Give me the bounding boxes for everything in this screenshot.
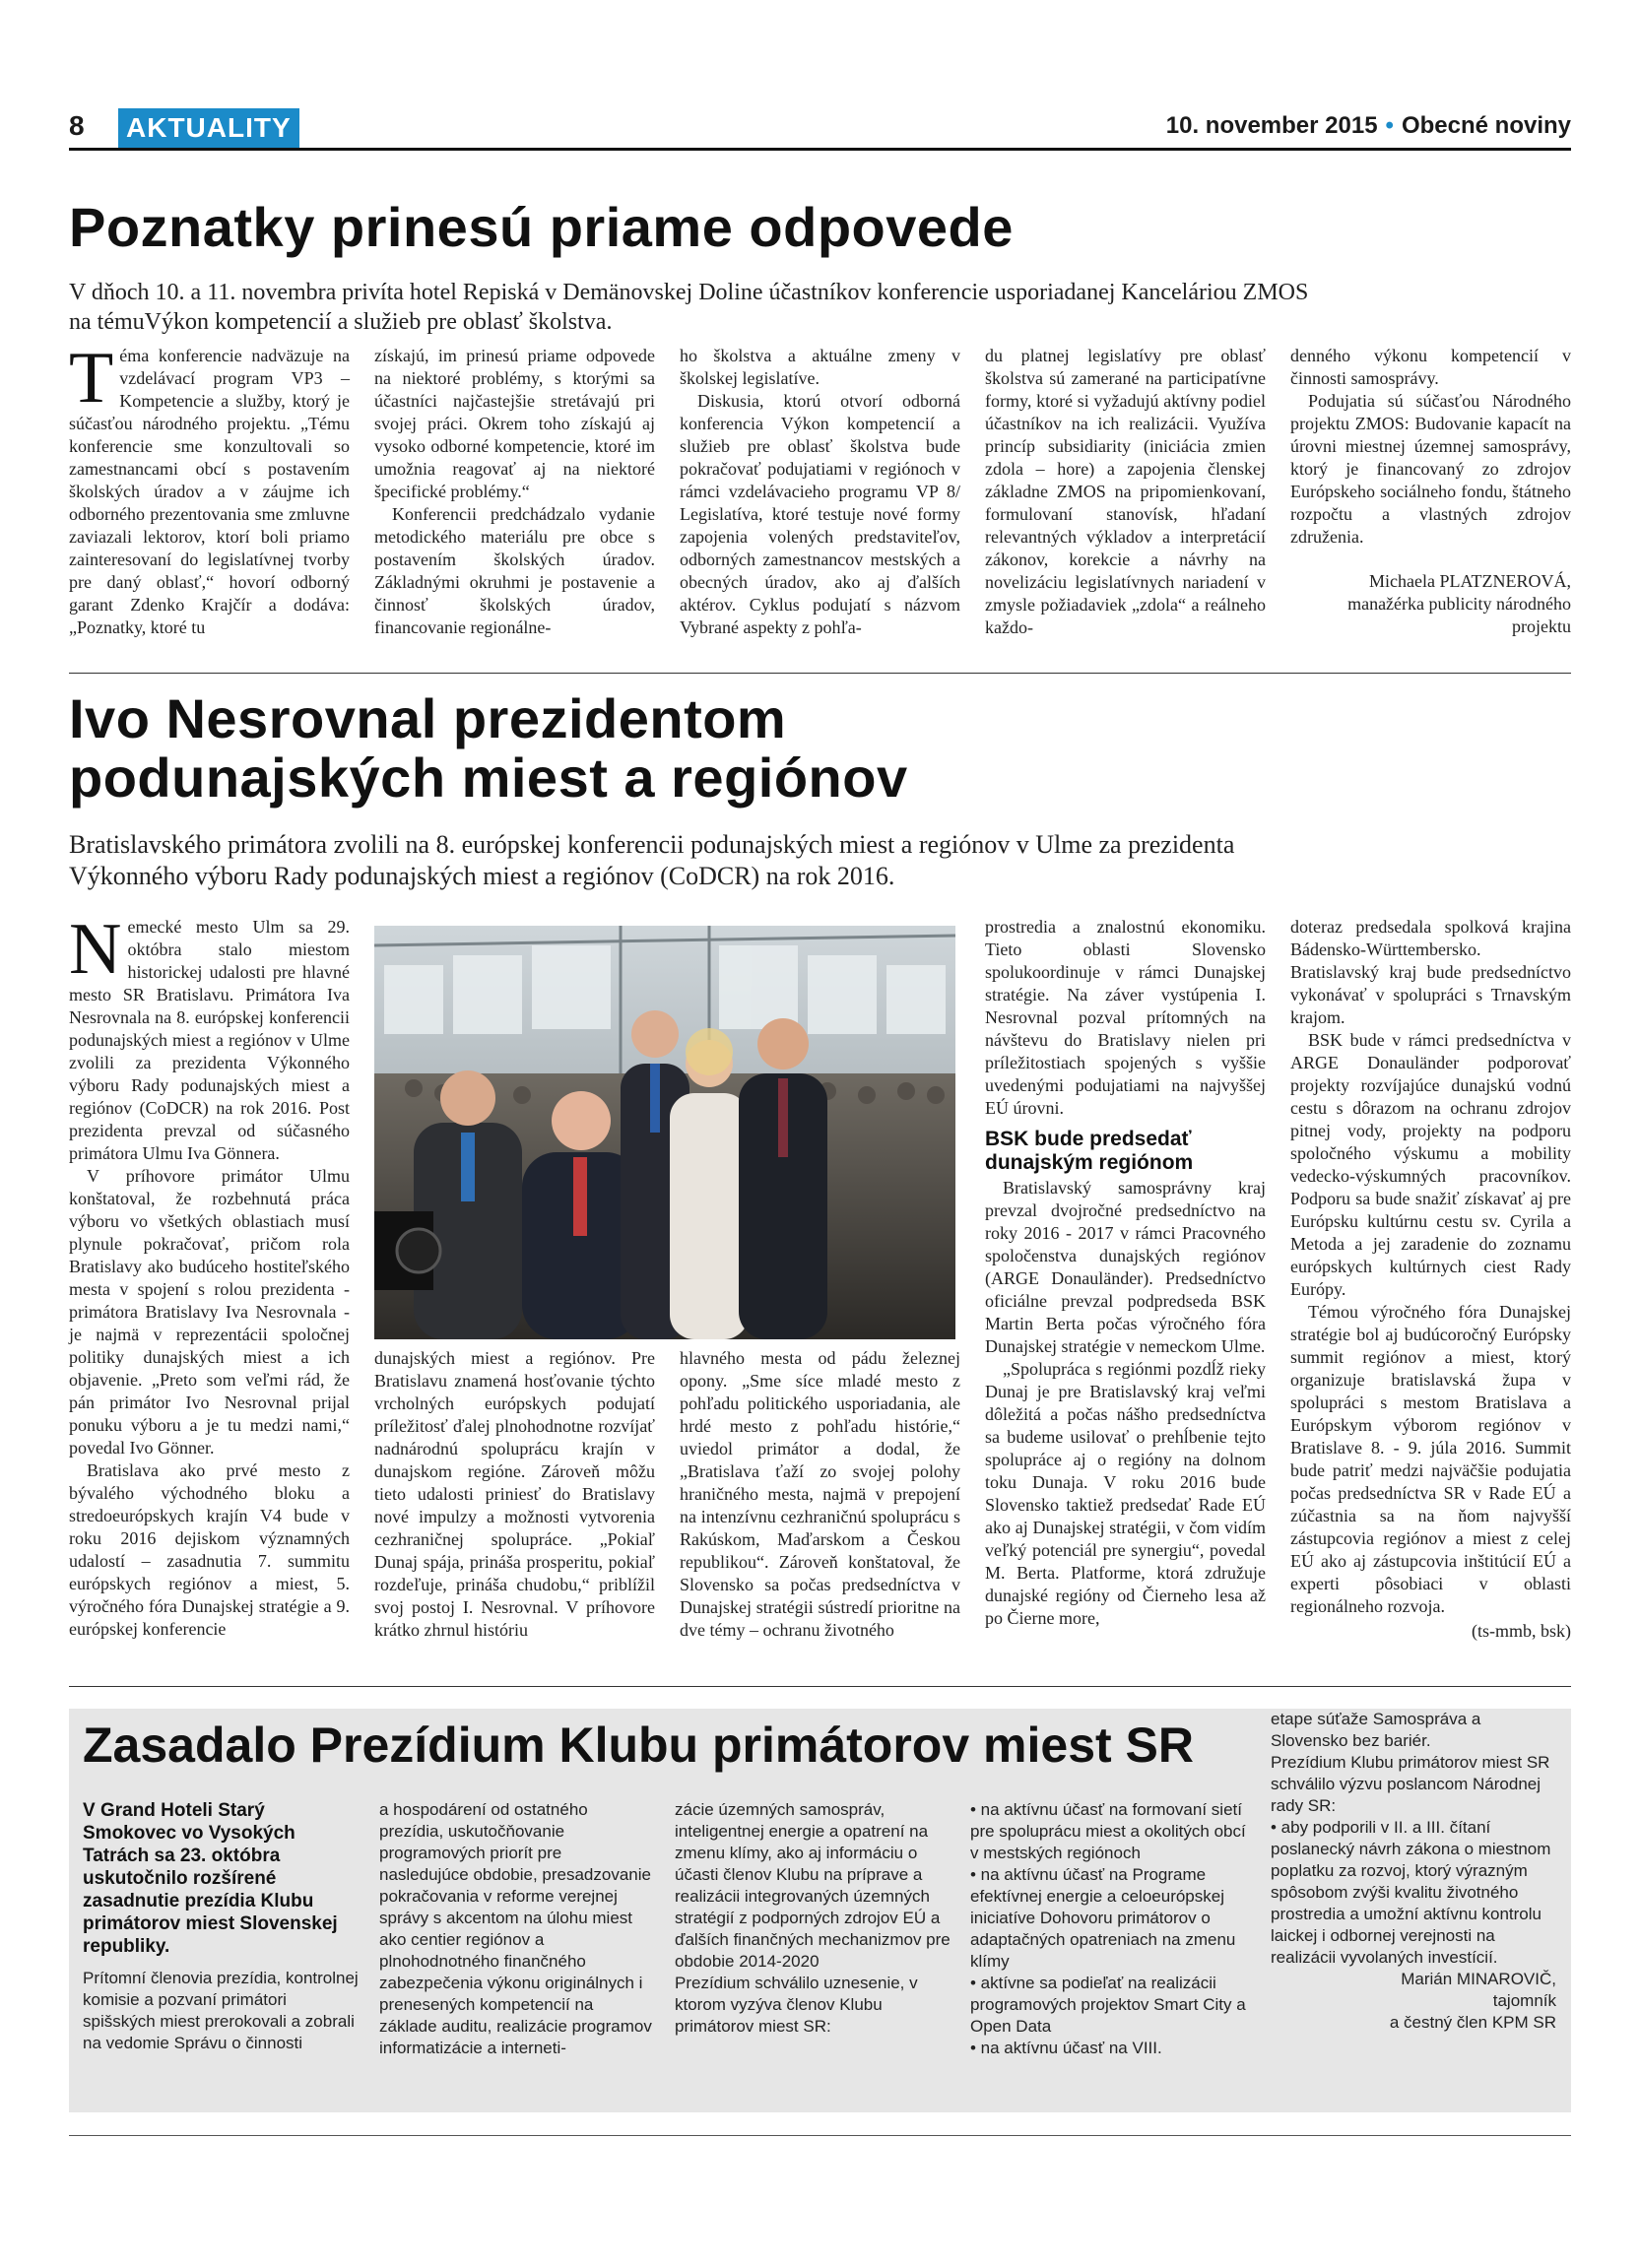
paragraph: Bratislava ako prvé mesto z bývalého východného bloku a stredoeurópskych krajín V4 bude v roku 2016 dejiskom významných udalostí – zasadnutia 7. summitu európskych regiónov a miest, 5. výročného fóra Dunajskej stratégie a 9. európskej konferencie [69,1460,350,1639]
article2-lead-line2: Výkonného výboru Rady podunajských miest a regiónov (CoDCR) na rok 2016. [69,862,895,890]
page-header [69,106,1571,150]
paragraph: a hospodárení od ostatného prezídia, uskutočňovanie programových priorít pre nasledujúce obdobie, presadzovanie pokračovania v reforme verejnej správy s akcentom na úlohu miest ako centier regiónov a plnohodnotného finančného zabezpečenia výkonu originálnych i prenesených kompetencií na základe auditu, realizácie programov informatizácie a interneti- [379,1800,652,2057]
bottom-rule [69,2135,1571,2136]
article2-credit: (ts-mmb, bsk) [1472,1621,1571,1641]
signature-role: manažérka publicity národného projektu [1347,594,1571,636]
paragraph: prostredia a znalostnú ekonomiku. Tieto oblasti Slovensko spolukoordinuje v rámci Dunajskej stratégie. Na záver vystúpenia I. Nesrovnal pozval prítomných na návštevu do Bratislavy nielen pri príležitostiach spojených s vyššie uvedenými podujatiami na najvyššej EÚ úrovni. [985,917,1266,1118]
article1-lead [69,278,1571,337]
paragraph: „Spolupráca s regiónmi pozdĺž rieky Dunaj je pre Bratislavský kraj veľmi dôležitá a počas nášho predsedníctva sa budeme usilovať o prehĺbenie tejto spolupráce aj o regióny na dolnom toku Dunaja. V roku 2016 bude Slovensko taktiež predsedať Rade EÚ ako aj Dunajskej stratégii, v čom vidím veľký potenciál pre synergiu“, povedal M. Berta. Platforme, ktorá združuje dunajské regióny od Čierneho lesa až po Čierne more, [985,1359,1266,1628]
article3-title: Zasadalo Prezídium Klubu primátorov miest SR [83,1717,1195,1773]
paragraph: doteraz predsedala spolková krajina Bádensko-Württembersko. Bratislavský kraj bude predsedníctvo vykonávať v spolupráci s Trnavským krajom. [1290,917,1571,1027]
paragraph: Konferencii predchádzalo vydanie metodického materiálu pre obce s postavením školských úradov. Základnými okruhmi je postavenie a činnosť školských úradov, financovanie regionálne- [374,504,655,637]
signature-role: a čestný člen KPM SR [1389,2013,1556,2032]
signature-role: tajomník [1492,1991,1556,2010]
article3-intro: V Grand Hoteli Starý Smokovec vo Vysokých Tatrách sa 23. októbra uskutočnilo rozšírené zasadnutie prezídia Klubu primátorov miest Slovenskej republiky. [83,1800,338,1957]
paragraph: Prezídium Klubu primátorov miest SR schválilo výzvu poslancom Národnej rady SR: [1271,1753,1550,1815]
paragraph: denného výkonu kompetencií v činnosti samosprávy. [1290,346,1571,388]
paragraph: dunajských miest a regiónov. Pre Bratislavu znamená hosťovanie týchto vrcholných európskych podujatí príležitosť ďalej plnohodnotne rozvíjať nadnárodnú spoluprácu krajín v dunajskom regióne. Zároveň môžu tieto udalosti priniesť do Bratislavy nové impulzy a možnosti vytvorenia cezhraničnej spolupráce. „Pokiaľ Dunaj spája, prináša prosperitu, pokiaľ rozdeľuje, prináša chudobu,“ priblížil svoj postoj I. Nesrovnal. V príhovore krátko zhrnul históriu [374,1348,655,1640]
page-number: 8 [69,110,85,141]
paragraph: hlavného mesta od pádu železnej opony. „Sme síce mladé mesto z pohľadu politického usporiadania, ale hrdé mesto z pohľadu histórie,“ uviedol primátor a dodal, že „Bratislava ťaží zo svojej polohy hraničného mesta, najmä v prepojení na intenzívnu cezhraničnú spoluprácu s Rakúskom, Maďarskom a Českou republikou“. Zároveň konštatoval, že Slovensko sa počas predsedníctva v Dunajskej stratégii sústredí prioritne na dve témy – ochranu životného [680,1348,960,1640]
issue-date: 10. november 2015 [1165,112,1378,139]
article2-subheading: BSK bude predsedať dunajským regiónom [985,1128,1194,1174]
article2-column-4 [985,916,1266,1630]
article3-box [69,1709,1571,2112]
article3-column-2 [379,1799,655,2059]
dropcap: N [69,909,122,990]
bullet-item: • na aktívnu účasť na formovaní sietí pre spoluprácu miest a okolitých obcí v mestských regiónoch [970,1800,1246,1862]
article3-column-4 [970,1799,1246,2059]
divider [69,1686,1571,1687]
header-rule [69,148,1571,151]
bullet-item: • aktívne sa podieľať na realizácii programových projektov Smart City a Open Data [970,1974,1246,2036]
article2-title-line1: Ivo Nesrovnal prezidentom [69,687,787,749]
article2-column-3 [680,1347,960,1642]
article3-column-3 [675,1799,951,2038]
paragraph: zácie územných samospráv, inteligentnej energie a opatrení na zmenu klímy, ako aj informáciu o účasti členov Klubu na príprave a realizácii integrovaných územných stratégií z podporných zdrojov EÚ a ďalších finančných mechanizmov pre obdobie 2014-2020 [675,1800,951,1971]
newspaper-page [69,0,1571,2268]
paragraph: Diskusia, ktorú otvorí odborná konferencia Výkon kompetencií a služieb pre oblasť školstva bude pokračovať podujatiami v regiónoch v rámci vzdelávacieho programu VP 8/ Legislatíva, ktoré testuje nové formy zapojenia volených predstaviteľov, odborných zamestnancov mestských a obecných úradov, ako aj ďalších aktérov. Cyklus podujatí s názvom Vybrané aspekty z pohľa- [680,391,960,637]
paragraph: etape súťaže Samospráva a Slovensko bez bariér. [1271,1710,1481,1750]
paragraph: BSK bude v rámci predsedníctva v ARGE Donauländer podporovať projekty rozvíjajúce dunajskú vodnú cestu s dôrazom na ochranu zdrojov pitnej vody, projekty na podporu spoločného výskumu a mobility vedecko-výskumných pracovníkov. Podporu sa bude snažiť získavať aj pre Európsku kultúrnu cestu sv. Cyrila a Metoda a jej zaradenie do zoznamu európskych kultúrnych ciest Rady Európy. [1290,1030,1571,1299]
paragraph: Témou výročného fóra Dunajskej stratégie bol aj budúcoročný Európsky summit regiónov a miest, ktorý organizuje bratislavská župa v spolupráci s mestom Bratislava a Európskym výborom regiónov v Bratislave 8. - 9. júla 2016. Summit bude patriť medzi najväčšie podujatia počas predsedníctva SR v Rade EÚ a zúčastnia sa na ňom najvyšší zástupcovia regiónov a miest z celej EÚ ako aj zástupcovia inštitúcií EÚ a experti pôsobiaci v oblasti regionálneho rozvoja. [1290,1302,1571,1616]
signature-name: Michaela PLATZNEROVÁ, [1369,571,1571,591]
paragraph: získajú, im prinesú priame odpovede na niektoré problémy, s ktorými sa účastníci najčastejšie stretávajú pri svojej práci. Okrem toho získajú aj vysoko odborné kompetencie, ktoré im umožnia reagovať aj na niektoré špecifické problémy.“ [374,346,655,501]
paragraph: Podujatia sú súčasťou Národného projektu ZMOS: Budovanie kapacít na úrovni miestnej územnej samosprávy, ktorý je financovaný zo zdrojov Európskeho sociálneho fondu, štátneho rozpočtu a vlastných zdrojov združenia. [1290,391,1571,547]
article3-column-1 [83,1799,359,2054]
article2-column-2 [374,1347,655,1642]
article1-column-1 [69,338,350,639]
dropcap: T [69,338,114,419]
article1-signature [1290,570,1571,638]
article1-column-3 [680,345,960,639]
article2-lead-line1: Bratislavského primátora zvolili na 8. európskej konferencii podunajských miest a regiónov v Ulme za prezidenta [69,830,1235,859]
paragraph: Bratislavský samosprávny kraj prevzal dvojročné predsedníctvo na roky 2016 - 2017 v rámci Pracovného spoločenstva dunajských regiónov (ARGE Donauländer). Predsedníctvo oficiálne prevzal podpredseda BSK Martin Berta počas výročného fóra Dunajskej stratégie v nemeckom Ulme. [985,1178,1266,1356]
article1-lead-line1: V dňoch 10. a 11. novembra privíta hotel Repiská v Demänovskej Doline účastníkov konferencie usporiadanej Kanceláriou ZMOS [69,280,1309,305]
article1-lead-line2: na témuVýkon kompetencií a služieb pre oblasť školstva. [69,309,613,335]
section-label: AKTUALITY [118,108,299,148]
article1-column-4 [985,345,1266,639]
paragraph: du platnej legislatívy pre oblasť školstva sú zamerané na participatívne formy, ktoré si vyžadujú aktívny podiel účastníkov na ich realizácii. Využíva princíp subsidiarity (iniciácia zmien zdola – hore) a zapojenia členskej základne ZMOS na pripomienkovaní, formulovaní stanovísk, hľadaní relevantných výkladov a interpretácií zákonov, korekcie a návrhy na novelizáciu legislatívnych nariadení v zmysle požiadaviek „zdola“ a reálneho každo- [985,346,1266,637]
article3-column-5 [1271,1709,1556,2034]
article1-column-2 [374,345,655,639]
paragraph: emecké mesto Ulm sa 29. októbra stalo miestom historickej udalosti pre hlavné mesto SR Bratislavu. Primátora Iva Nesrovnala na 8. európskej konferencii podunajských miest a regiónov v Ulme zvolili za prezidenta Výkonného výboru Rady podunajských miest a regiónov (CoDCR) na rok 2016. Post prezidenta prevzal od súčasného primátora Ulmu Iva Gönnera. [69,917,350,1163]
photo-graphic [374,926,955,1339]
article2-title-line2: podunajských miest a regiónov [69,746,908,809]
publication-name: Obecné noviny [1401,112,1571,139]
paragraph: ho školstva a aktuálne zmeny v školskej legislatíve. [680,346,960,388]
paragraph: V príhovore primátor Ulmu konštatoval, že rozbehnutá práca výboru vo všetkých oblastiach musí plynule pokračovať, pričom rola Bratislavy ako budúceho hostiteľského mesta v spojení s rolou prezidenta - primátora Bratislavy Iva Nesrovnala - je najmä v reprezentácii spoločnej politiky dunajských miest a ich objavenie. „Preto som veľmi rád, že pán primátor Ivo Nesrovnal prijal ponuku výboru a je tu medzi nami,“ povedal Ivo Gönner. [69,1166,350,1458]
article1-column-5 [1290,345,1571,638]
article2-lead [69,829,1571,892]
bullet-item: • na aktívnu účasť na Programe efektívnej energie a celoeurópskej iniciatíve Dohovoru primátorov o adaptačných opatreniach na zmenu klímy [970,1865,1236,1971]
paragraph: Prítomní členovia prezídia, kontrolnej komisie a pozvaní primátori spišských miest prerokovali a zobrali na vedomie Správu o činnosti [83,1969,359,2052]
paragraph: • aby podporili v II. a III. čítaní poslanecký návrh zákona o miestnom poplatku za rozvoj, ktorý výrazným spôsobom zvýši kvalitu životného prostredia a umožní aktívnu kontrolu laickej i odbornej verejnosti na realizácii vyvolaných investícií. [1271,1818,1551,1967]
paragraph: éma konferencie nadväzuje na vzdelávací program VP3 – Kompetencie a služby, ktorý je súčasťou národného projektu. „Tému konferencie sme konzultovali so zamestnancami obcí s postavením školských úradov a v záujme ich odborného prezentovania sme zmluvne zaviazali lektorov, ktorí boli priamo zainteresovaní do legislatívnej tvorby pre daný oblasť,“ hovorí odborný garant Zdenko Krajčír a dodáva: „Poznatky, ktoré tu [69,346,350,637]
article2-column-5 [1290,916,1571,1643]
article2-column-1 [69,909,350,1641]
divider [69,673,1571,674]
event-photo [374,926,955,1339]
header-info [1166,112,1571,140]
signature-name: Marián MINAROVIČ, [1401,1970,1556,1988]
article1-title: Poznatky prinesú priame odpovede [69,196,1014,258]
article2-title [69,689,908,808]
paragraph: Prezídium schválilo uznesenie, v ktorom vyzýva členov Klubu primátorov miest SR: [675,1974,918,2036]
bullet-item: • na aktívnu účasť na VIII. [970,2039,1162,2057]
separator-dot: • [1385,112,1394,139]
